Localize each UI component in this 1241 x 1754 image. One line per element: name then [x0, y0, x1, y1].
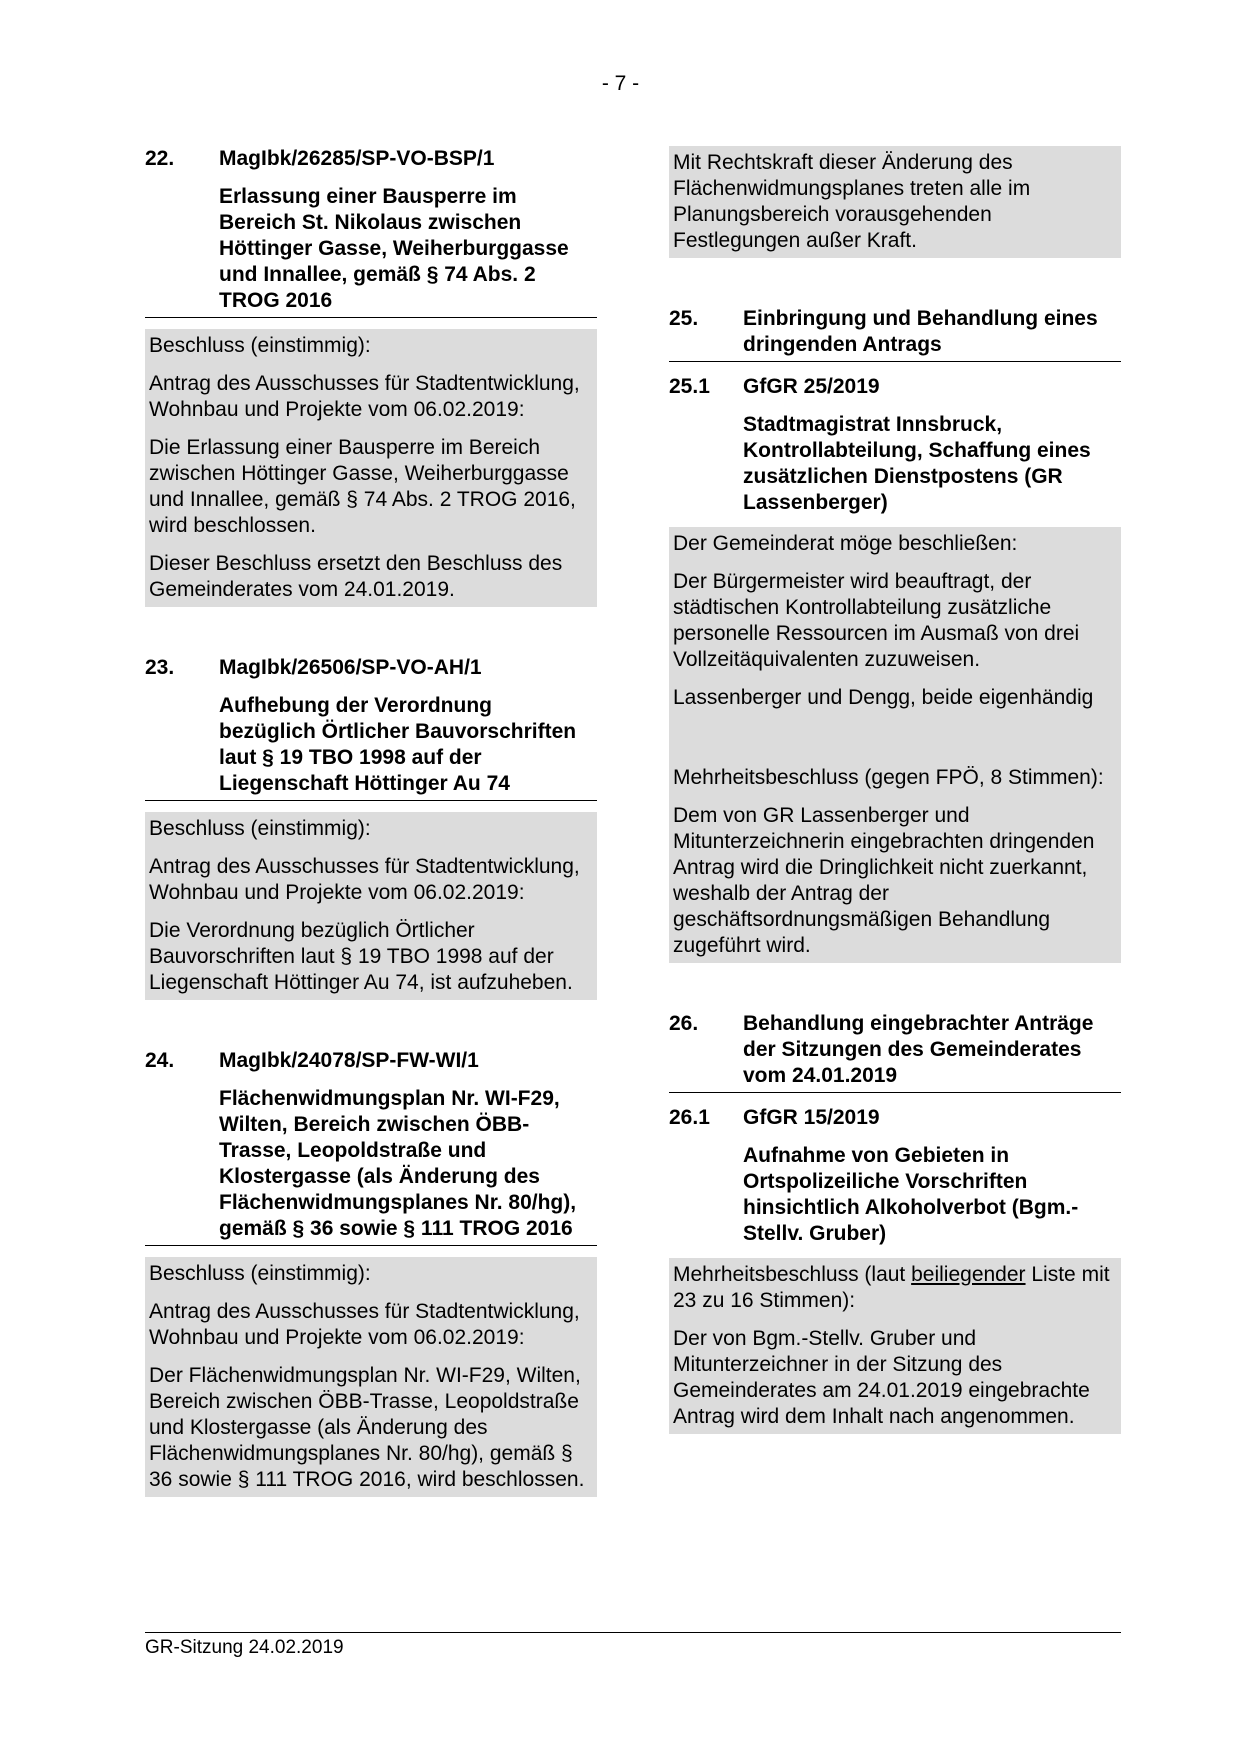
motion-text: Antrag des Ausschusses für Stadtentwicklung, Wohnbau und Projekte vom 06.02.2019:: [149, 1300, 580, 1349]
item-reference: MagIbk/26285/SP-VO-BSP/1: [219, 147, 495, 170]
resolution-label: Beschluss (einstimmig):: [149, 817, 371, 840]
resolution-box: [145, 329, 597, 607]
resolution-text: Die Verordnung bezüglich Örtlicher Bauvorschriften laut § 19 TBO 1998 auf der Liegenschaft Höttinger Au 74, ist aufzuheben.: [149, 919, 573, 994]
item-subject: Aufhebung der Verordnung bezüglich Örtlicher Bauvorschriften laut § 19 TBO 1998 auf der Liegenschaft Höttinger Au 74: [219, 694, 577, 795]
resolution-text: Der von Bgm.-Stellv. Gruber und Mitunterzeichner in der Sitzung des Gemeinderates am 24.01.2019 eingebrachte Antrag wird dem Inhalt nach angenommen.: [673, 1327, 1090, 1428]
item-number: 26.: [669, 1012, 699, 1035]
item-number: 25.1: [669, 375, 710, 398]
divider: [145, 317, 597, 318]
item-reference: GfGR 15/2019: [743, 1106, 880, 1129]
item-number: 22.: [145, 147, 175, 170]
resolution-label: [673, 1262, 1117, 1314]
attachment-link: beiliegender: [911, 1263, 1026, 1286]
resolution-label-start: Mehrheitsbeschluss (laut: [673, 1263, 912, 1286]
agenda-item-25: [669, 306, 1121, 362]
item-subject: Flächenwidmungsplan Nr. WI-F29, Wilten, Bereich zwischen ÖBB-Trasse, Leopoldstraße und Klostergasse (als Änderung des Flächenwidmungsplanes Nr. 80/hg), gemäß § 36 sowie § 111 TROG 2016: [219, 1087, 577, 1240]
resolution-continuation-box: [669, 146, 1121, 258]
motion-text: Der Bürgermeister wird beauftragt, der städtischen Kontrollabteilung zusätzliche personelle Ressourcen im Ausmaß von drei Vollzeitäquivalenten zuzuweisen.: [673, 570, 1080, 671]
resolution-box: [145, 812, 597, 1000]
motion-intro: Der Gemeinderat möge beschließen:: [673, 532, 1018, 555]
item-number: 25.: [669, 307, 699, 330]
left-column: [145, 146, 597, 1497]
motion-signatories: Lassenberger und Dengg, beide eigenhändig: [673, 686, 1094, 709]
item-number: 23.: [145, 656, 175, 679]
resolution-label-end: Liste mit 23 zu 16 Stimmen):: [673, 1263, 1110, 1312]
agenda-item-22: [145, 146, 597, 607]
agenda-item-24: [145, 1048, 597, 1497]
divider: [669, 1092, 1121, 1093]
resolution-label: Beschluss (einstimmig):: [149, 1262, 371, 1285]
page-number: - 7 -: [601, 72, 640, 95]
agenda-item-23: [145, 655, 597, 1000]
resolution-box: [145, 1257, 597, 1497]
item-number: 24.: [145, 1049, 175, 1072]
item-subject: Erlassung einer Bausperre im Bereich St. Nikolaus zwischen Höttinger Gasse, Weiherburggasse und Innallee, gemäß § 74 Abs. 2 TROG 2016: [219, 185, 569, 312]
divider: [145, 800, 597, 801]
footer-text: GR-Sitzung 24.02.2019: [145, 1637, 344, 1658]
item-number: 26.1: [669, 1106, 710, 1129]
resolution-box: [669, 1258, 1121, 1434]
motion-text: Antrag des Ausschusses für Stadtentwicklung, Wohnbau und Projekte vom 06.02.2019:: [149, 372, 580, 421]
resolution-text: Dem von GR Lassenberger und Mitunterzeichnerin eingebrachten dringenden Antrag wird die Dringlichkeit nicht zuerkannt, weshalb der Antrag der geschäftsordnungsmäßigen Behandlung zugeführt wird.: [673, 804, 1095, 957]
divider: [145, 1245, 597, 1246]
resolution-label: Beschluss (einstimmig):: [149, 334, 371, 357]
item-title: Behandlung eingebrachter Anträge der Sitzungen des Gemeinderates vom 24.01.2019: [743, 1012, 1094, 1087]
divider: [669, 361, 1121, 362]
resolution-note: Dieser Beschluss ersetzt den Beschluss des Gemeinderates vom 24.01.2019.: [149, 552, 563, 601]
agenda-item-26-1: [669, 1105, 1121, 1434]
item-reference: GfGR 25/2019: [743, 375, 880, 398]
resolution-label: Mehrheitsbeschluss (gegen FPÖ, 8 Stimmen):: [673, 766, 1104, 789]
item-reference: MagIbk/24078/SP-FW-WI/1: [219, 1049, 479, 1072]
agenda-item-25-1: [669, 374, 1121, 963]
motion-text: Antrag des Ausschusses für Stadtentwicklung, Wohnbau und Projekte vom 06.02.2019:: [149, 855, 580, 904]
agenda-item-26: [669, 1011, 1121, 1093]
item-subject: Aufnahme von Gebieten in Ortspolizeiliche Vorschriften hinsichtlich Alkoholverbot (Bgm.-Stellv. Gruber): [743, 1144, 1079, 1245]
right-column: [669, 146, 1121, 1434]
resolution-text: Der Flächenwidmungsplan Nr. WI-F29, Wilten, Bereich zwischen ÖBB-Trasse, Leopoldstraße und Klostergasse (als Änderung des Flächenwidmungsplanes Nr. 80/hg), gemäß § 36 sowie § 111 TROG 2016, wird beschlossen.: [149, 1364, 585, 1491]
item-title: Einbringung und Behandlung eines dringenden Antrags: [743, 307, 1098, 356]
item-subject: Stadtmagistrat Innsbruck, Kontrollabteilung, Schaffung eines zusätzlichen Dienstpostens (GR Lassenberger): [743, 413, 1091, 514]
resolution-box: [669, 755, 1121, 963]
item-reference: MagIbk/26506/SP-VO-AH/1: [219, 656, 482, 679]
continuation-text: Mit Rechtskraft dieser Änderung des Flächenwidmungsplanes treten alle im Planungsbereich vorausgehenden Festlegungen außer Kraft.: [673, 151, 1031, 252]
page-footer: [145, 1632, 1121, 1659]
motion-box: [669, 527, 1121, 755]
resolution-text: Die Erlassung einer Bausperre im Bereich zwischen Höttinger Gasse, Weiherburggasse und Innallee, gemäß § 74 Abs. 2 TROG 2016, wird beschlossen.: [149, 436, 576, 537]
